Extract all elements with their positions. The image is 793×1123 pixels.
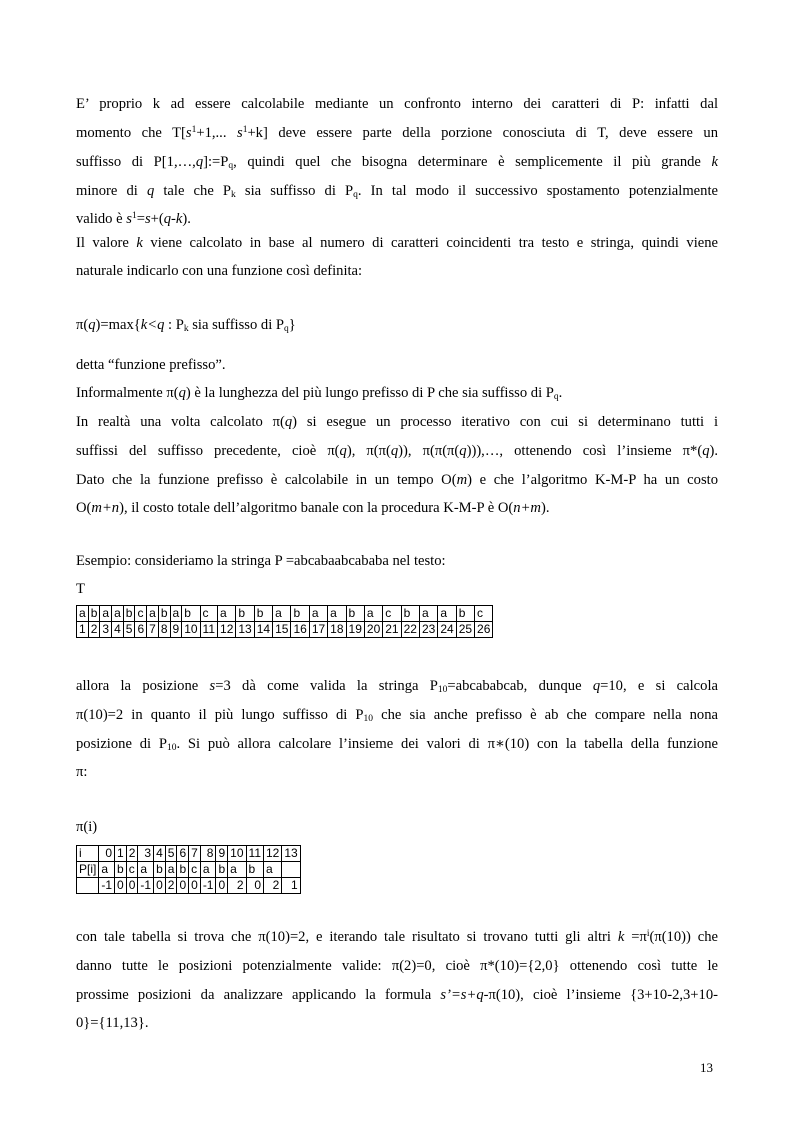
text-position-cell: 2 bbox=[88, 622, 100, 638]
text-char-cell: a bbox=[218, 606, 236, 622]
pi-value-cell: 2 bbox=[165, 878, 177, 894]
text-char-cell: a bbox=[309, 606, 327, 622]
pi-pattern-cell: c bbox=[189, 862, 201, 878]
pi-index-cell: 8 bbox=[200, 846, 216, 862]
page-number: 13 bbox=[700, 1060, 713, 1075]
pi-index-row bbox=[77, 846, 301, 862]
pi-pattern-cell: b bbox=[115, 862, 127, 878]
pi-pattern-cell: b bbox=[154, 862, 166, 878]
text-position-cell: 20 bbox=[364, 622, 382, 638]
text-char-cell: b bbox=[158, 606, 170, 622]
text-position-cell: 24 bbox=[438, 622, 456, 638]
pi-value-cell: 0 bbox=[115, 878, 127, 894]
text-position-cell: 14 bbox=[254, 622, 272, 638]
para1-line5: valido è $s^1=s+(q-k)$. bbox=[76, 211, 191, 227]
para5-line4: 0}={11,13}. bbox=[76, 1015, 149, 1031]
pi-pattern-cell: b bbox=[216, 862, 228, 878]
text-position-cell: 18 bbox=[328, 622, 346, 638]
text-position-cell: 16 bbox=[291, 622, 309, 638]
pi-pattern-cell: a bbox=[99, 862, 115, 878]
text-table bbox=[76, 605, 493, 638]
text-position-cell: 4 bbox=[112, 622, 124, 638]
text-char-cell: c bbox=[383, 606, 401, 622]
para3-line5: Dato che la funzione prefisso è calcolabile in un tempo O(m) e che l’algoritmo K-M-P ha un costo bbox=[76, 472, 718, 488]
text-char-cell: a bbox=[100, 606, 112, 622]
pi-index-cell: 7 bbox=[189, 846, 201, 862]
pi-index-cell: 4 bbox=[154, 846, 166, 862]
pi-pattern-cell: b bbox=[246, 862, 263, 878]
para5-line1: con tale tabella si trova che π(10)=2, e iterando tale risultato si trovano tutti gli altri $k =\pi^i(\pi(10))$ che bbox=[76, 929, 719, 945]
pi-value-cell: -1 bbox=[138, 878, 154, 894]
text-char-cell: b bbox=[254, 606, 272, 622]
para2-line1: Il valore k viene calcolato in base al numero di caratteri coincidenti tra testo e stringa, quindi viene bbox=[76, 235, 718, 251]
text-char-cell: a bbox=[364, 606, 382, 622]
text-position-cell: 10 bbox=[182, 622, 200, 638]
para5-line2: danno tutte le posizioni potenzialmente valide: π(2)=0, cioè π*(10)={2,0} ottenendo così tutte le bbox=[76, 958, 718, 974]
pi-value-cell bbox=[77, 878, 99, 894]
text-position-cell: 25 bbox=[456, 622, 474, 638]
text-char-cell: b bbox=[182, 606, 200, 622]
para3-line2: Informalmente π(q) è la lunghezza del più lungo prefisso di P che sia suffisso di $P_q$. bbox=[76, 385, 563, 402]
pi-pattern-cell: a bbox=[200, 862, 216, 878]
para1-line1: E’ proprio k ad essere calcolabile mediante un confronto interno dei caratteri di P: infatti dal bbox=[76, 96, 718, 112]
pi-value-cell: 2 bbox=[228, 878, 246, 894]
para3-line3: In realtà una volta calcolato π(q) si esegue un processo iterativo con cui si determinano tutti i bbox=[76, 414, 718, 430]
para4-line1: allora la posizione s=3 dà come valida la stringa $P_{10}=abcababcab$, dunque q=10, e si calcola bbox=[76, 678, 718, 695]
pi-index-cell: 13 bbox=[282, 846, 300, 862]
text-char-cell: a bbox=[77, 606, 89, 622]
text-position-cell: 11 bbox=[200, 622, 217, 638]
text-position-cell: 22 bbox=[401, 622, 419, 638]
para1-line2: momento che $T[s^1+1$,... $s^1+k$] deve essere parte della porzione conosciuta di T, deve essere un bbox=[76, 125, 718, 141]
text-positions-row bbox=[77, 622, 493, 638]
pi-pattern-cell: c bbox=[126, 862, 138, 878]
pi-index-cell: 11 bbox=[246, 846, 263, 862]
para4-line2: π(10)=2 in quanto il più lungo suffisso di $P_{10}$ che sia anche prefisso è ab che compare nella nona bbox=[76, 707, 718, 724]
example-intro: Esempio: consideriamo la stringa P =abcabaabcababa nel testo: bbox=[76, 553, 446, 569]
pi-index-cell: 0 bbox=[99, 846, 115, 862]
text-char-cell: b bbox=[291, 606, 309, 622]
text-char-cell: b bbox=[88, 606, 100, 622]
pi-index-cell: 10 bbox=[228, 846, 246, 862]
pi-pattern-row bbox=[77, 862, 301, 878]
text-position-cell: 1 bbox=[77, 622, 89, 638]
text-position-cell: 19 bbox=[346, 622, 364, 638]
pi-pattern-cell bbox=[282, 862, 300, 878]
text-label: T bbox=[76, 581, 85, 597]
text-char-cell: b bbox=[456, 606, 474, 622]
para4-line4: π: bbox=[76, 764, 88, 780]
para3-line4: suffissi del suffisso precedente, cioè π(q), π(π(q)), π(π(π(q))),…, ottenendo così l’insieme π*(q). bbox=[76, 443, 718, 459]
text-position-cell: 7 bbox=[147, 622, 159, 638]
para3-line1: detta “funzione prefisso”. bbox=[76, 357, 226, 373]
text-position-cell: 23 bbox=[419, 622, 437, 638]
pi-pattern-cell: a bbox=[228, 862, 246, 878]
text-position-cell: 15 bbox=[273, 622, 291, 638]
prefix-function-formula: π(q)=max{k<q : $P_k$ sia suffisso di $P_q$} bbox=[76, 317, 296, 334]
pi-value-cell: 2 bbox=[264, 878, 282, 894]
pi-value-cell: -1 bbox=[99, 878, 115, 894]
pi-index-cell: 2 bbox=[126, 846, 138, 862]
text-char-cell: c bbox=[135, 606, 147, 622]
text-position-cell: 8 bbox=[158, 622, 170, 638]
pi-index-cell: 1 bbox=[115, 846, 127, 862]
pi-pattern-cell: a bbox=[264, 862, 282, 878]
text-position-cell: 3 bbox=[100, 622, 112, 638]
text-char-cell: a bbox=[438, 606, 456, 622]
pi-index-cell: i bbox=[77, 846, 99, 862]
para1-line3: suffisso di $P[1,\dots,q]:=P_q$, quindi quel che bisogna determinare è semplicemente il più grande k bbox=[76, 154, 718, 171]
pi-pattern-cell: a bbox=[165, 862, 177, 878]
text-position-cell: 13 bbox=[236, 622, 254, 638]
pi-value-cell: 0 bbox=[216, 878, 228, 894]
prefix-function-table bbox=[76, 845, 301, 894]
text-char-cell: a bbox=[419, 606, 437, 622]
para3-line6: O(m+n), il costo totale dell’algoritmo banale con la procedura K-M-P è O(n+m). bbox=[76, 500, 550, 516]
pi-values-row bbox=[77, 878, 301, 894]
text-position-cell: 9 bbox=[170, 622, 182, 638]
pi-index-cell: 5 bbox=[165, 846, 177, 862]
pi-pattern-cell: P[i] bbox=[77, 862, 99, 878]
pi-value-cell: 0 bbox=[189, 878, 201, 894]
text-position-cell: 26 bbox=[475, 622, 493, 638]
text-position-cell: 12 bbox=[218, 622, 236, 638]
para2-line2: naturale indicarlo con una funzione così definita: bbox=[76, 263, 363, 279]
text-char-cell: c bbox=[200, 606, 217, 622]
text-char-cell: b bbox=[401, 606, 419, 622]
pi-index-cell: 9 bbox=[216, 846, 228, 862]
text-position-cell: 17 bbox=[309, 622, 327, 638]
pi-pattern-cell: a bbox=[138, 862, 154, 878]
text-char-cell: a bbox=[147, 606, 159, 622]
pi-value-cell: 1 bbox=[282, 878, 300, 894]
text-char-cell: a bbox=[170, 606, 182, 622]
pi-index-cell: 6 bbox=[177, 846, 189, 862]
pi-pattern-cell: b bbox=[177, 862, 189, 878]
para5-line3: prossime posizioni da analizzare applicando la formula s’=s+q-π(10), cioè l’insieme {3+10-2,3+10- bbox=[76, 987, 718, 1003]
pi-value-cell: 0 bbox=[177, 878, 189, 894]
pi-value-cell: -1 bbox=[200, 878, 216, 894]
text-char-cell: a bbox=[328, 606, 346, 622]
text-char-cell: b bbox=[123, 606, 135, 622]
pi-value-cell: 0 bbox=[246, 878, 263, 894]
pi-value-cell: 0 bbox=[126, 878, 138, 894]
pi-label: π(i) bbox=[76, 819, 98, 835]
text-char-cell: b bbox=[236, 606, 254, 622]
para4-line3: posizione di $P_{10}$. Si può allora calcolare l’insieme dei valori di π∗(10) con la tabella della funzione bbox=[76, 736, 719, 753]
text-position-cell: 5 bbox=[123, 622, 135, 638]
text-position-cell: 21 bbox=[383, 622, 401, 638]
text-char-cell: a bbox=[273, 606, 291, 622]
text-chars-row bbox=[77, 606, 493, 622]
text-char-cell: a bbox=[112, 606, 124, 622]
para1-line4: minore di q tale che $P_k$ sia suffisso di $P_q$. In tal modo il successivo spostamento potenzialmente bbox=[76, 183, 718, 200]
pi-index-cell: 3 bbox=[138, 846, 154, 862]
text-position-cell: 6 bbox=[135, 622, 147, 638]
pi-value-cell: 0 bbox=[154, 878, 166, 894]
text-char-cell: b bbox=[346, 606, 364, 622]
text-char-cell: c bbox=[475, 606, 493, 622]
pi-index-cell: 12 bbox=[264, 846, 282, 862]
